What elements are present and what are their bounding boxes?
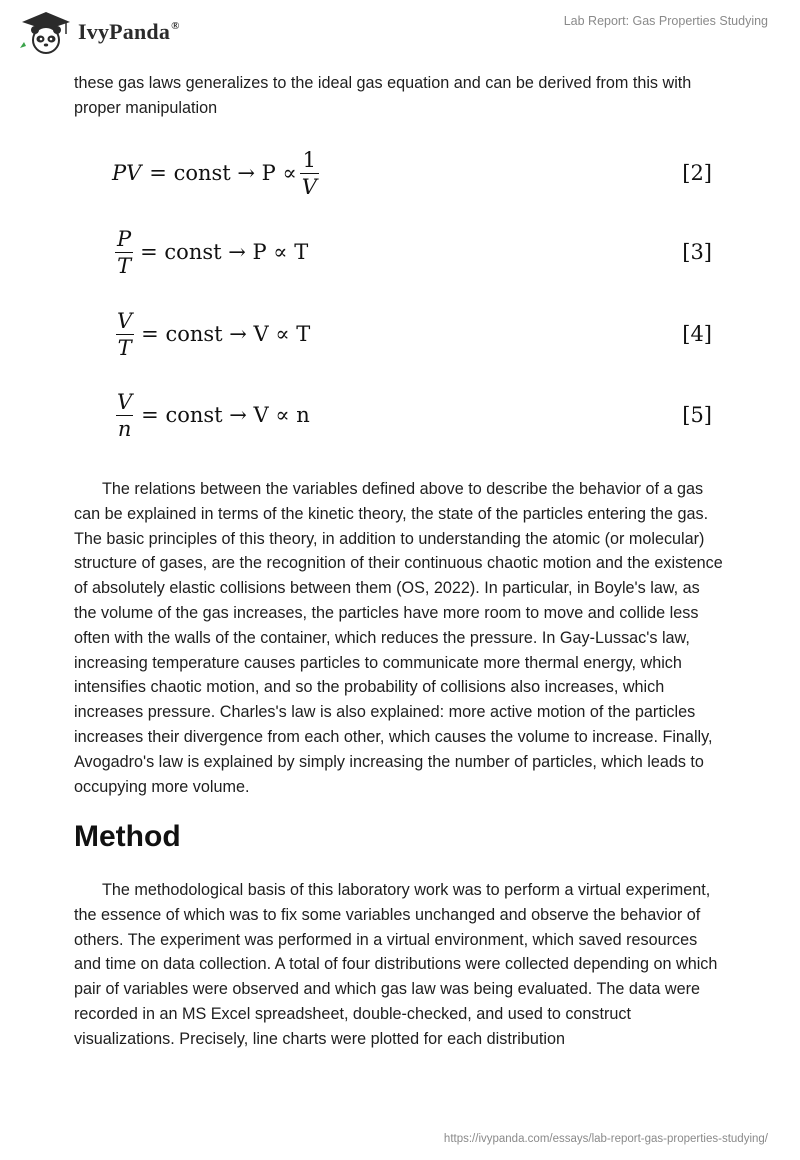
equation-fraction: $\frac{V}{n}$ — [117, 389, 133, 441]
equation-4 — [112, 304, 712, 364]
equation-3 — [112, 222, 712, 282]
equation-rhs: = const → V ∝ T — [141, 322, 311, 346]
equation-label: [5] — [682, 403, 712, 427]
equation-lhs: PV — [112, 161, 142, 185]
panda-graduate-icon — [14, 8, 74, 56]
equation-2 — [112, 143, 712, 203]
equation-label: [3] — [682, 240, 712, 264]
document-title: Lab Report: Gas Properties Studying — [563, 14, 768, 28]
equation-label: [2] — [682, 161, 712, 185]
theory-paragraph: The relations between the variables defined above to describe the behavior of a gas can be explained in terms of the kinetic theory, the state of the particles entering the gas. The basic principles of this theory, in addition to understanding the atomic (or molecular) structure of gases, are the recognition of their continuous chaotic motion and the existence of absolutely elastic collisions between them (OS, 2022). In particular, in Boyle's law, as the volume of the gas increases, the particles have more room to move and collide less often with the walls of the container, which reduces the pressure. In Gay-Lussac's law, increasing temperature causes particles to communicate more thermal energy, which intensifies chaotic motion, and so the probability of collisions also increases, which increases pressure. Charles's law is also explained: more active motion of the particles increases their divergence from each other, which causes the volume to increase. Finally, Avogadro's law is explained by simply increasing the number of particles, which leads to occupying more volume. — [74, 480, 723, 796]
page-header — [0, 0, 800, 70]
intro-paragraph: these gas laws generalizes to the ideal gas equation and can be derived from this with proper manipulation — [74, 74, 692, 117]
section-heading-method: Method — [74, 820, 181, 853]
equation-rhs: = const → P ∝ — [149, 161, 297, 185]
equation-fraction: $\frac{V}{T}$ — [117, 308, 133, 360]
equation-label: [4] — [682, 322, 712, 346]
brand-name: IvyPanda® — [78, 19, 180, 44]
source-url-link[interactable]: https://ivypanda.com/essays/lab-report-gas-properties-studying/ — [443, 1133, 768, 1145]
brand-logo[interactable] — [14, 8, 180, 56]
equation-rhs: = const → V ∝ n — [141, 403, 310, 427]
method-paragraph: The methodological basis of this laboratory work was to perform a virtual experiment, the essence of which was to fix some variables unchanged and observe the behavior of others. The experiment was performed in a virtual environment, which saved resources and time on data collection. A total of four distributions were collected depending on which pair of variables were observed and which gas law was being evaluated. The data were recorded in an MS Excel spreadsheet, double-checked, and used to construct visualizations. Precisely, line charts were plotted for each distribution — [74, 881, 718, 1048]
equation-5 — [112, 385, 712, 445]
equation-fraction: $\frac{1}{V}$ — [301, 147, 317, 199]
equation-rhs: = const → P ∝ T — [140, 240, 309, 264]
equation-fraction: $\frac{P}{T}$ — [117, 226, 132, 278]
